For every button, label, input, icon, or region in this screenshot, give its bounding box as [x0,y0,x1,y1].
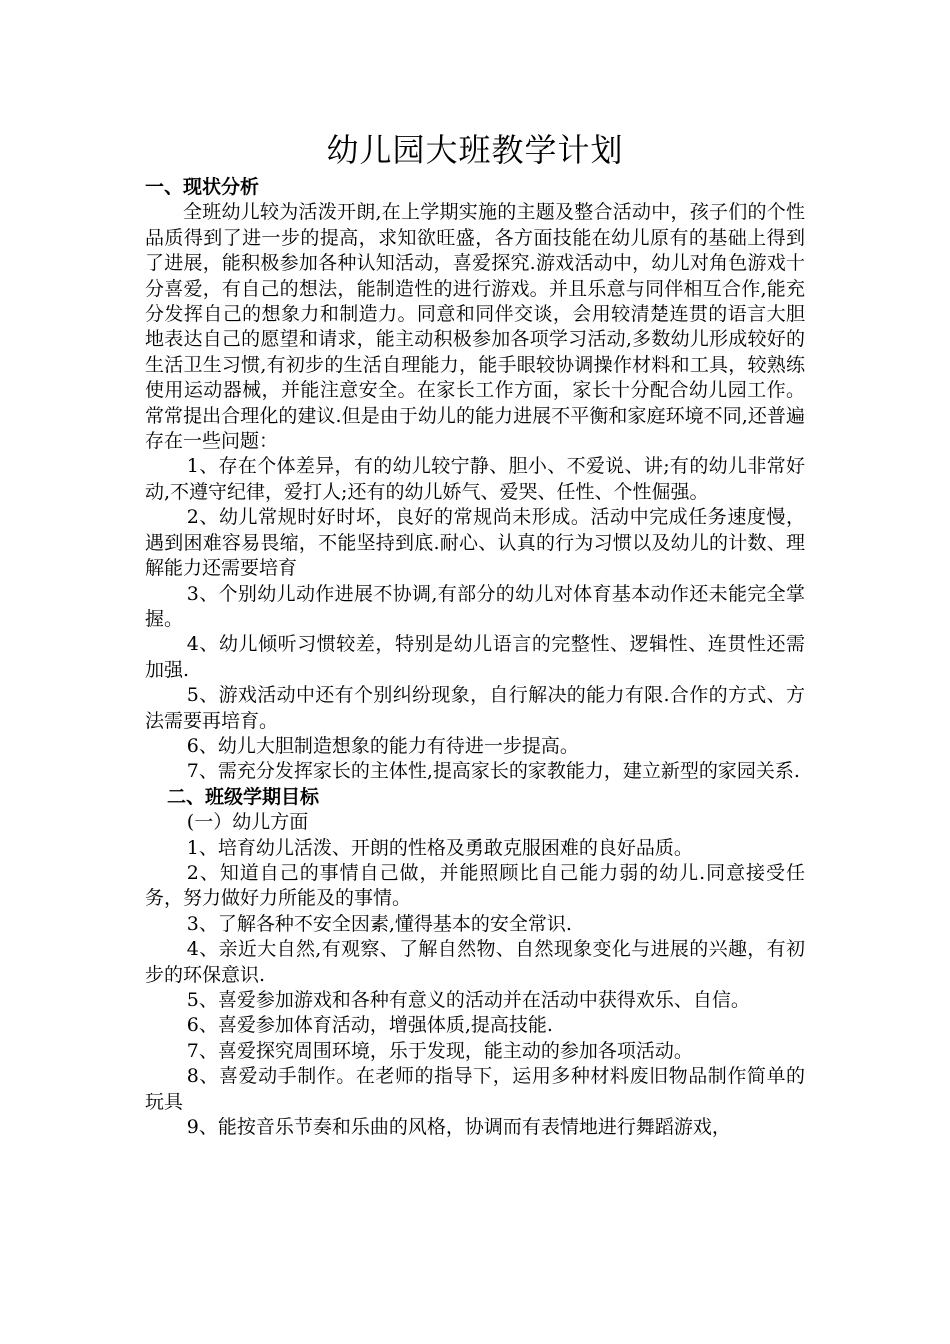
issue-item: 5、游戏活动中还有个别纠纷现象，自行解决的能力有限.合作的方式、方法需要再培育。 [145,684,805,732]
goal-item: 7、喜爱探究周围环境，乐于发现，能主动的参加各项活动。 [186,1039,693,1062]
document-title: 幼儿园大班教学计划 [326,131,624,169]
goal-item: 1、培育幼儿活泼、开朗的性格及勇敢克服困难的良好品质。 [186,836,693,859]
goal-item: 3、了解各种不安全因素,懂得基本的安全常识. [186,912,572,935]
issue-item: 4、幼儿倾听习惯较差，特别是幼儿语言的完整性、逻辑性、连贯性还需加强. [145,633,805,681]
intro-paragraph: 全班幼儿较为活泼开朗,在上学期实施的主题及整合活动中，孩子们的个性品质得到了进一步的提高，求知欲旺盛，各方面技能在幼儿原有的基础上得到了进展，能积极参加各种认知活动，喜爱探究.游戏活动中，幼儿对角色游戏十分喜爱，有自己的想法，能制造性的进行游戏。并且乐意与同伴相互合作,能充分发挥自己的想象力和制造力。同意和同伴交谈，会用较清楚连贯的语言大胆地表达自己的愿望和请求，能主动积极参加各项学习活动,多数幼儿形成较好的生活卫生习惯,有初步的生活自理能力，能手眼较协调操作材料和工具，较熟练使用运动器械，并能注意安全。在家长工作方面，家长十分配合幼儿园工作。常常提出合理化的建议.但是由于幼儿的能力进展不平衡和家庭环境不同,还普遍存在一些问题： [145,201,805,453]
subsection-heading: (一）幼儿方面 [186,811,309,834]
goal-item: 5、喜爱参加游戏和各种有意义的活动并在活动中获得欢乐、自信。 [186,989,750,1011]
section-heading: 二、班级学期目标 [167,785,320,808]
section-heading: 一、现状分析 [145,176,260,198]
section-class-goals [145,785,805,1141]
goal-item: 2、知道自己的事情自己做，并能照顾比自己能力弱的幼儿.同意接受任务，努力做好力所能及的事情。 [145,861,805,910]
issue-item: 3、个别幼儿动作进展不协调,有部分的幼儿对体育基本动作还未能完全掌握。 [145,582,805,630]
goal-item: 4、亲近大自然,有观察、了解自然物、自然现象变化与进展的兴趣，有初步的环保意识. [145,938,805,986]
goal-item: 8、喜爱动手制作。在老师的指导下，运用多种材料废旧物品制作简单的玩具 [145,1065,805,1113]
goal-item: 9、能按音乐节奏和乐曲的风格，协调而有表情地进行舞蹈游戏， [186,1116,731,1139]
issue-item: 1、存在个体差异，有的幼儿较宁静、胆小、不爱说、讲;有的幼儿非常好动,不遵守纪律，爱打人;还有的幼儿娇气、爱哭、任性、个性倔强。 [145,455,805,503]
issue-item: 6、幼儿大胆制造想象的能力有待进一步提高。 [186,734,579,757]
issue-item: 7、需充分发挥家长的主体性,提高家长的家教能力，建立新型的家园关系. [186,760,800,783]
issue-item: 2、幼儿常规时好时坏，良好的常规尚未形成。活动中完成任务速度慢，遇到困难容易畏缩，不能坚持到底.耐心、认真的行为习惯以及幼儿的计数、理解能力还需要培育 [145,506,805,580]
goal-item: 6、喜爱参加体育活动，增强体质,提高技能. [186,1014,553,1037]
section-current-status [145,175,805,785]
